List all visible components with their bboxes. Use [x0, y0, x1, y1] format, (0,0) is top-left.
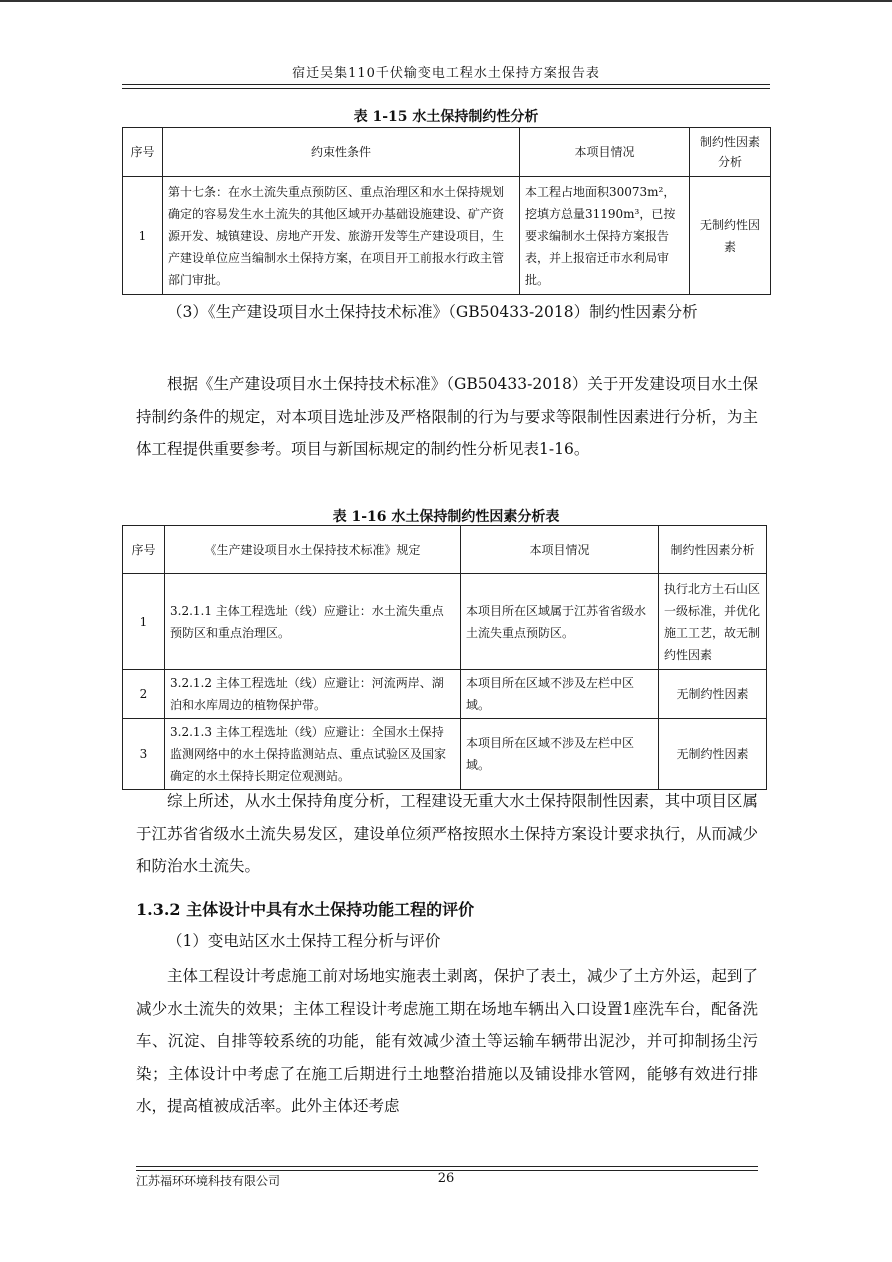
- situation-line-2: 挖填方总量31190m³，已按要求编制水土保持方案报告表，并上报宿迁市水利局审批。: [525, 206, 676, 287]
- paragraph-standard-heading: （3）《生产建设项目水土保持技术标准》（GB50433-2018）制约性因素分析: [167, 303, 698, 321]
- table-row: [123, 177, 771, 295]
- cell-no: 3: [123, 719, 165, 790]
- table-header-row: [123, 128, 771, 177]
- table-1-16-caption: 表 1-16 水土保持制约性因素分析表: [332, 509, 560, 525]
- table-1-15: [122, 127, 771, 295]
- col-header-situation: 本项目情况: [461, 526, 659, 574]
- cell-rule: 3.2.1.1 主体工程选址（线）应避让：水土流失重点预防区和重点治理区。: [165, 574, 461, 670]
- footer-rule: [136, 1166, 758, 1167]
- col-header-rule: 《生产建设项目水土保持技术标准》规定: [165, 526, 461, 574]
- cell-analysis: 无制约性因素: [659, 719, 767, 790]
- col-header-situation: 本项目情况: [520, 128, 690, 177]
- col-header-analysis: 制约性因素分析: [690, 128, 771, 177]
- cell-no: 1: [123, 574, 165, 670]
- table-row: [123, 719, 767, 790]
- cell-situation: 本项目所在区域属于江苏省省级水土流失重点预防区。: [461, 574, 659, 670]
- col-header-no: 序号: [123, 526, 165, 574]
- table-row: [123, 670, 767, 719]
- cell-rule: 3.2.1.3 主体工程选址（线）应避让：全国水土保持监测网络中的水土保持监测站点、重点试验区及国家确定的水土保持长期定位观测站。: [165, 719, 461, 790]
- cell-analysis: 无制约性因素: [659, 670, 767, 719]
- cell-analysis: 执行北方土石山区一级标准，并优化施工工艺，故无制约性因素: [659, 574, 767, 670]
- running-header: 宿迁吴集110千伏输变电工程水土保持方案报告表: [292, 66, 600, 81]
- footer-company: 江苏福环环境科技有限公司: [136, 1174, 281, 1188]
- col-header-analysis: 制约性因素分析: [659, 526, 767, 574]
- cell-analysis: 无制约性因素: [690, 177, 771, 295]
- header-rule-thin: [122, 88, 770, 89]
- section-title: 1.3.2 主体设计中具有水土保持功能工程的评价: [136, 900, 475, 919]
- cell-situation: 本项目所在区域不涉及左栏中区域。: [461, 670, 659, 719]
- table-header-row: [123, 526, 767, 574]
- table-1-16: [122, 525, 767, 790]
- cell-situation: 本项目所在区域不涉及左栏中区域。: [461, 719, 659, 790]
- col-header-condition: 约束性条件: [163, 128, 520, 177]
- top-border: [0, 0, 892, 2]
- cell-no: 2: [123, 670, 165, 719]
- paragraph-substation-body: 主体工程设计考虑施工前对场地实施表土剥离，保护了表土，减少了土方外运，起到了减少水土流失的效果；主体工程设计考虑施工期在场地车辆出入口设置1座洗车台，配备洗车、沉淀、自排等较系统的功能，能有效减少渣土等运输车辆带出泥沙，并可抑制扬尘污染；主体设计中考虑了在施工后期进行土地整治措施以及铺设排水管网，能够有效进行排水，提高植被成活率。此外主体还考虑: [136, 967, 758, 1115]
- situation-line-1: 本工程占地面积30073m²，: [525, 184, 676, 199]
- table-row: [123, 574, 767, 670]
- page-number: 26: [437, 1171, 455, 1186]
- table-1-15-caption: 表 1-15 水土保持制约性分析: [353, 109, 539, 125]
- cell-rule: 3.2.1.2 主体工程选址（线）应避让：河流两岸、湖泊和水库周边的植物保护带。: [165, 670, 461, 719]
- paragraph-standard-intro: 根据《生产建设项目水土保持技术标准》（GB50433-2018）关于开发建设项目水土保持制约条件的规定，对本项目选址涉及严格限制的行为与要求等限制性因素进行分析，为主体工程提供重要参考。项目与新国标规定的制约性分析见表1-16。: [136, 375, 758, 458]
- cell-situation: [520, 177, 690, 295]
- header-rule: [122, 84, 770, 85]
- paragraph-conclusion: 综上所述，从水土保持角度分析，工程建设无重大水土保持限制性因素，其中项目区属于江苏省省级水土流失易发区，建设单位须严格按照水土保持方案设计要求执行，从而减少和防治水土流失。: [136, 792, 758, 875]
- cell-no: 1: [123, 177, 163, 295]
- col-header-no: 序号: [123, 128, 163, 177]
- cell-condition: 第十七条：在水土流失重点预防区、重点治理区和水土保持规划确定的容易发生水土流失的其他区域开办基础设施建设、矿产资源开发、城镇建设、房地产开发、旅游开发等生产建设项目，生产建设单位应当编制水土保持方案，在项目开工前报水行政主管部门审批。: [163, 177, 520, 295]
- paragraph-substation-heading: （1）变电站区水土保持工程分析与评价: [167, 932, 441, 950]
